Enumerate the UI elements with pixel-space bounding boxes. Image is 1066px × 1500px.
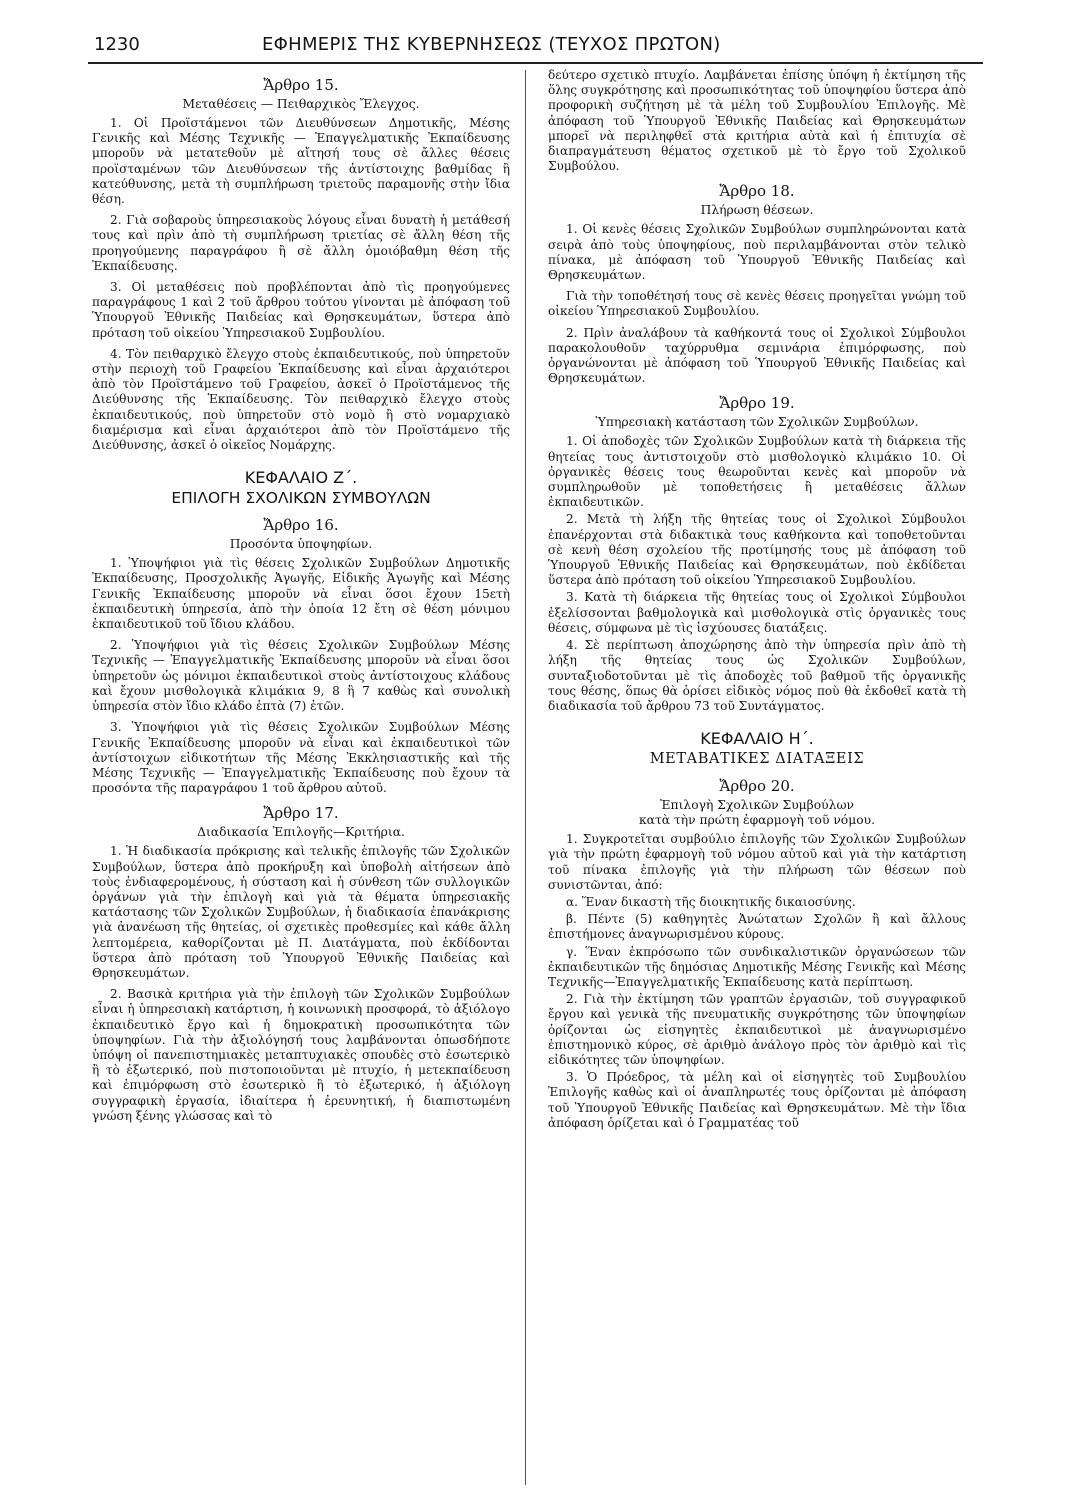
article-15-heading: Ἄρθρο 15. [263, 76, 339, 94]
page-header [88, 28, 983, 64]
article-15-paragraph-2: 2. Γιὰ σοβαροὺς ὑπηρεσιακοὺς λόγους εἶναι δυνατὴ ἡ μετάθεσή τους καὶ πρὶν ἀπὸ τὴ συμπλήρωση τριετίας σὲ ἄλλη θέση τῆς προηγούμενης παραγράφου ἢ σὲ ἄλλη ὁμοιόβαθμη θέση τῆς Ἐκπαίδευσης. [92, 213, 510, 273]
chapter-z-label: ΚΕΦΑΛΑΙΟ Ζ΄. [244, 468, 358, 488]
article-18-subheading: Πλήρωση θέσεων. [700, 203, 814, 218]
article-20-paragraph-3: 3. Ὁ Πρόεδρος, τὰ μέλη καὶ οἱ εἰσηγητὲς τοῦ Συμβουλίου Ἐπιλογῆς καθὼς καὶ οἱ ἀναπληρωτές τους ὁρίζονται μὲ ἀπόφαση τοῦ Ὑπουργοῦ Ἐθνικῆς Παιδείας καὶ Θρησκευμάτων. Μὲ τὴν ἴδια ἀπόφαση ὁρίζεται καὶ ὁ Γραμματέας τοῦ [548, 1070, 966, 1130]
page-number: 1230 [94, 34, 140, 55]
article-15-paragraph-4: 4. Τὸν πειθαρχικὸ ἔλεγχο στοὺς ἐκπαιδευτικούς, ποὺ ὑπηρετοῦν στὴν περιοχὴ τοῦ Γραφείου Ἐκπαίδευσης καὶ εἶναι ἀρχαιότεροι ἀπὸ τὸν Προϊστάμενο τοῦ Γραφείου, ἀσκεῖ ὁ Προϊστάμενος τῆς Διεύθυνσης τῆς Ἐκπαίδευσης. Τὸν πειθαρχικὸ ἔλεγχο στοὺς ἐκπαιδευτικούς, ποὺ ὑπηρετοῦν στὸ νομὸ ἢ στὸ νομαρχιακὸ διαμέρισμα καὶ εἶναι ἀρχαιότεροι ἀπὸ τὸν Προϊστάμενο τῆς Διεύθυνσης, ἀσκεῖ ὁ οἰκεῖος Νομάρχης. [92, 346, 510, 453]
chapter-h-title: ΜΕΤΑΒΑΤΙΚΕΣ ΔΙΑΤΑΞΕΙΣ [649, 751, 865, 768]
article-20-paragraph-2: 2. Γιὰ τὴν ἐκτίμηση τῶν γραπτῶν ἐργασιῶν, τοῦ συγγραφικοῦ ἔργου καὶ γενικὰ τῆς πνευματικῆς συγκρότησης τῶν ὑποψηφίων ὁρίζονται ὡς εἰσηγητὲς ἐκπαιδευτικοὶ μὲ ἀναγνωρισμένο ἐπιστημονικὸ κύρος, σὲ ἀριθμὸ ἀνάλογο πρὸς τὸν ἀριθμὸ καὶ τὶς εἰδικότητες τῶν ὑποψηφίων. [548, 992, 966, 1067]
chapter-h-label: ΚΕΦΑΛΑΙΟ Η΄. [700, 729, 814, 749]
article-19-paragraph-1: 1. Οἱ ἀποδοχὲς τῶν Σχολικῶν Συμβούλων κατὰ τὴ διάρκεια τῆς θητείας τους ἀντιστοιχοῦν στὸ μισθολογικὸ κλιμάκιο 10. Οἱ ὀργανικὲς θέσεις τους θεωροῦνται κενὲς καὶ μποροῦν νὰ συμπληρωθοῦν μὲ τοποθετήσεις ἢ μεταθέσεις ἄλλων ἐκπαιδευτικῶν. [548, 434, 966, 510]
article-16-paragraph-1: 1. Ὑποψήφιοι γιὰ τὶς θέσεις Σχολικῶν Συμβούλων Δημοτικῆς Ἐκπαίδευσης, Προσχολικῆς Ἀγωγῆς, Εἰδικῆς Ἀγωγῆς καὶ Μέσης Γενικῆς Ἐκπαίδευσης μποροῦν νὰ εἶναι ὅσοι ἔχουν 15ετὴ ἐκπαιδευτικὴ ὑπηρεσία, ἀπὸ τὴν ὁποία 12 ἔτη σὲ θέση μόνιμου ἐκπαιδευτικοῦ τοῦ ἴδιου κλάδου. [92, 556, 510, 632]
article-17-paragraph-1: 1. Ἡ διαδικασία πρόκρισης καὶ τελικῆς ἐπιλογῆς τῶν Σχολικῶν Συμβούλων, ὕστερα ἀπὸ προκήρυξη καὶ ὑποβολὴ αἰτήσεων ἀπὸ τοὺς ἐνδιαφερομένους, ἡ σύσταση καὶ ἡ σύνθεση τῶν συλλογικῶν ὀργάνων γιὰ τὴν ἐπιλογὴ καὶ γιὰ τὰ θέματα ὑπηρεσιακῆς κατάστασης τῶν Σχολικῶν Συμβούλων, ἡ διαδικασία ἐπανάκρισης γιὰ ἀνανέωση τῆς θητείας, οἱ σχετικὲς προθεσμίες καὶ κάθε ἄλλη λεπτομέρεια, καθορίζονται μὲ Π. Διατάγματα, ποὺ ἐκδίδονται ὕστερα ἀπὸ πρόταση τοῦ Ὑπουργοῦ Ἐθνικῆς Παιδείας καὶ Θρησκευμάτων. [92, 844, 510, 980]
article-19-paragraph-4: 4. Σὲ περίπτωση ἀποχώρησης ἀπὸ τὴν ὑπηρεσία πρὶν ἀπὸ τὴ λήξη τῆς θητείας τους ὡς Σχολικῶν Συμβούλων, συνταξιοδοτοῦνται μὲ τὶς ἀποδοχὲς τοῦ βαθμοῦ τῆς ὀργανικῆς τους θέσης, ὅπως θὰ ὁρίσει εἰδικὸς νόμος ποὺ θὰ ἐκδοθεῖ κατὰ τὴ διαδικασία τοῦ ἄρθρου 73 τοῦ Συντάγματος. [548, 638, 966, 713]
article-20-item-c: γ. Ἕναν ἐκπρόσωπο τῶν συνδικαλιστικῶν ὀργανώσεων τῶν ἐκπαιδευτικῶν τῆς δημόσιας Δημοτικῆς Μέσης Γενικῆς καὶ Μέσης Τεχνικῆς—Ἐπαγγελματικῆς Ἐκπαίδευσης κατὰ περίπτωση. [548, 944, 966, 989]
gazette-title: ΕΦΗΜΕΡΙΣ ΤΗΣ ΚΥΒΕΡΝΗΣΕΩΣ (ΤΕΥΧΟΣ ΠΡΩΤΟΝ) [262, 34, 721, 55]
article-20-paragraph-1: 1. Συγκροτεῖται συμβούλιο ἐπιλογῆς τῶν Σχολικῶν Συμβούλων γιὰ τὴν πρώτη ἐφαρμογὴ τοῦ νόμου αὐτοῦ καὶ γιὰ τὴν κατάρτιση τοῦ πίνακα ἐπιλογῆς γιὰ τὴν πλήρωση τῶν θέσεων ποὺ συνιστῶνται, ἀπό: [548, 832, 966, 892]
article-20-item-b: β. Πέντε (5) καθηγητὲς Ἀνώτατων Σχολῶν ἢ καὶ ἄλλους ἐπιστήμονες ἀναγνωρισμένου κύρους. [548, 912, 966, 942]
article-19-subheading: Ὑπηρεσιακὴ κατάσταση τῶν Σχολικῶν Συμβούλων. [595, 415, 919, 430]
article-17-continuation: δεύτερο σχετικὸ πτυχίο. Λαμβάνεται ἐπίσης ὑπόψη ἡ ἐκτίμηση τῆς ὅλης συγκρότησης καὶ προσωπικότητας τοῦ ὑποψηφίου ὕστερα ἀπὸ προφορικὴ συζήτηση μὲ τὰ μέλη τοῦ Συμβουλίου Ἐπιλογῆς. Μὲ ἀπόφαση τοῦ Ὑπουργοῦ Ἐθνικῆς Παιδείας καὶ Θρησκευμάτων μπορεῖ νὰ περιληφθεῖ στὰ κριτήρια αὐτὰ καὶ ἡ ἐπιτυχία σὲ διαπραγμάτευση θέματος σχετικοῦ μὲ τὸ ἔργο τοῦ Σχολικοῦ Συμβούλου. [548, 68, 966, 174]
article-16-paragraph-2: 2. Ὑποψήφιοι γιὰ τὶς θέσεις Σχολικῶν Συμβούλων Μέσης Τεχνικῆς — Ἐπαγγελματικῆς Ἐκπαίδευσης μποροῦν νὰ εἶναι ὅσοι ὑπηρετοῦν ὡς μόνιμοι ἐκπαιδευτικοὶ στοὺς ἀντίστοιχους κλάδους καὶ ἔχουν μισθολογικὰ κλιμάκια 9, 8 ἢ 7 καθὼς καὶ συνολικὴ ὑπηρεσία στὸν ἴδιο κλάδο ἑπτὰ (7) ἐτῶν. [92, 638, 510, 714]
article-15-subheading: Μεταθέσεις — Πειθαρχικὸς Ἔλεγχος. [182, 97, 420, 111]
left-column [92, 68, 510, 1488]
article-20-subheading-line-2: κατὰ τὴν πρώτη ἐφαρμογὴ τοῦ νόμου. [639, 813, 875, 828]
article-19-paragraph-2: 2. Μετὰ τὴ λήξη τῆς θητείας τους οἱ Σχολικοὶ Σύμβουλοι ἐπανέρχονται στὰ διδακτικὰ τους καθήκοντα καὶ τοποθετοῦνται σὲ κενὴ θέση σχολείου τῆς προτίμησής τους μὲ ἀπόφαση τοῦ Ὑπουργοῦ Ἐθνικῆς Παιδείας καὶ Θρησκευμάτων, ποὺ ἐκδίδεται ὕστερα ἀπὸ πρόταση τοῦ οἰκείου Ὑπηρεσιακοῦ Συμβουλίου. [548, 512, 966, 588]
article-19-paragraph-3: 3. Κατὰ τὴ διάρκεια τῆς θητείας τους οἱ Σχολικοὶ Σύμβουλοι ἐξελίσσονται βαθμολογικὰ καὶ μισθολογικὰ στὶς ὀργανικὲς τους θέσεις, σύμφωνα μὲ τὶς ἰσχύουσες διατάξεις. [548, 590, 966, 635]
article-20-heading: Ἄρθρο 20. [719, 777, 795, 796]
article-20-item-a: α. Ἕναν δικαστὴ τῆς διοικητικῆς δικαιοσύνης. [566, 894, 856, 909]
article-17-subheading: Διαδικασία Ἐπιλογῆς—Κριτήρια. [197, 825, 405, 840]
chapter-z-title: ΕΠΙΛΟΓΗ ΣΧΟΛΙΚΩΝ ΣΥΜΒΟΥΛΩΝ [171, 489, 431, 508]
article-16-subheading: Προσόντα ὑποψηφίων. [229, 537, 373, 552]
article-15-paragraph-3: 3. Οἱ μεταθέσεις ποὺ προβλέπονται ἀπὸ τὶς προηγούμενες παραγράφους 1 καὶ 2 τοῦ ἄρθρου τούτου γίνονται μὲ ἀπόφαση τοῦ Ὑπουργοῦ Ἐθνικῆς Παιδείας καὶ Θρησκευμάτων, ὕστερα ἀπὸ πρόταση τοῦ οἰκείου Ὑπηρεσιακοῦ Συμβουλίου. [92, 280, 510, 340]
article-18-paragraph-1b: Γιὰ τὴν τοποθέτησή τους σὲ κενὲς θέσεις προηγεῖται γνώμη τοῦ οἰκείου Ὑπηρεσιακοῦ Συμβουλίου. [548, 289, 966, 319]
article-20-subheading-line-1: Ἐπιλογὴ Σχολικῶν Συμβούλων [660, 798, 854, 813]
article-19-heading: Ἄρθρο 19. [719, 394, 795, 413]
article-16-paragraph-3: 3. Ὑποψήφιοι γιὰ τὶς θέσεις Σχολικῶν Συμβούλων Μέσης Γενικῆς Ἐκπαίδευσης μποροῦν νὰ εἶναι καὶ ἐκπαιδευτικοὶ τῶν ἀντίστοιχων εἰδικοτήτων τῆς Μέσης Ἐκκλησιαστικῆς καὶ τῆς Μέσης Τεχνικῆς — Ἐπαγγελματικῆς Ἐκπαίδευσης ποὺ ἔχουν τὰ προσόντα τῆς παραγράφου 1 τοῦ ἄρθρου αὐτοῦ. [92, 720, 510, 796]
article-17-heading: Ἄρθρο 17. [263, 804, 339, 823]
column-divider [525, 70, 526, 1485]
article-17-paragraph-2: 2. Βασικὰ κριτήρια γιὰ τὴν ἐπιλογὴ τῶν Σχολικῶν Συμβούλων εἶναι ἡ ὑπηρεσιακὴ κατάρτιση, ἡ κοινωνικὴ προσφορά, τὸ ἀξιόλογο ἐκπαιδευτικὸ ἔργο καὶ ἡ δημοκρατικὴ προσωπικότητα τῶν ὑποψηφίων. Γιὰ τὴν ἀξιολόγησή τους λαμβάνονται ὁπωσδήποτε ὑπόψη οἱ πανεπιστημιακὲς μεταπτυχιακὲς σπουδὲς στὸ ἐσωτερικὸ ἢ τὸ ἐξωτερικό, ποὺ πιστοποιοῦνται μὲ πτυχίο, ἡ μετεκπαίδευση καὶ ἐπιμόρφωση στὸ ἐσωτερικὸ ἢ τὸ ἐξωτερικό, ἡ ἀξιόλογη συγγραφικὴ ἐργασία, ἰδιαίτερα ἡ ἐρευνητική, ἡ διαπιστωμένη γνώση ξένης γλώσσας καὶ τὸ [92, 987, 510, 1123]
right-column [548, 68, 966, 1488]
article-18-paragraph-1: 1. Οἱ κενὲς θέσεις Σχολικῶν Συμβούλων συμπληρώνονται κατὰ σειρὰ ἀπὸ τοὺς ὑποψηφίους, ποὺ περιλαμβάνονται στὸν τελικὸ πίνακα, μὲ ἀπόφαση τοῦ Ὑπουργοῦ Ἐθνικῆς Παιδείας καὶ Θρησκευμάτων. [548, 222, 966, 283]
article-18-heading: Ἄρθρο 18. [719, 182, 795, 201]
article-15-paragraph-1: 1. Οἱ Προϊστάμενοι τῶν Διευθύνσεων Δημοτικῆς, Μέσης Γενικῆς καὶ Μέσης Τεχνικῆς — Ἐπαγγελματικῆς Ἐκπαίδευσης μποροῦν νὰ μετατεθοῦν μὲ αἴτησή τους σὲ ἄλλες θέσεις προϊσταμένων τῶν Διευθύνσεων τῆς ἀντίστοιχης βαθμίδας ἢ κατεύθυνσης, μετὰ τὴ συμπλήρωση τριετοῦς παραμονῆς στὴν ἴδια θέση. [92, 116, 510, 207]
header-rule [88, 62, 983, 64]
article-18-paragraph-2: 2. Πρὶν ἀναλάβουν τὰ καθήκοντά τους οἱ Σχολικοὶ Σύμβουλοι παρακολουθοῦν ταχύρρυθμα σεμινάρια ἐπιμόρφωσης, ποὺ ὀργανώνονται μὲ ἀπόφαση τοῦ Ὑπουργοῦ Ἐθνικῆς Παιδείας καὶ Θρησκευμάτων. [548, 325, 966, 386]
article-16-heading: Ἄρθρο 16. [263, 516, 339, 535]
